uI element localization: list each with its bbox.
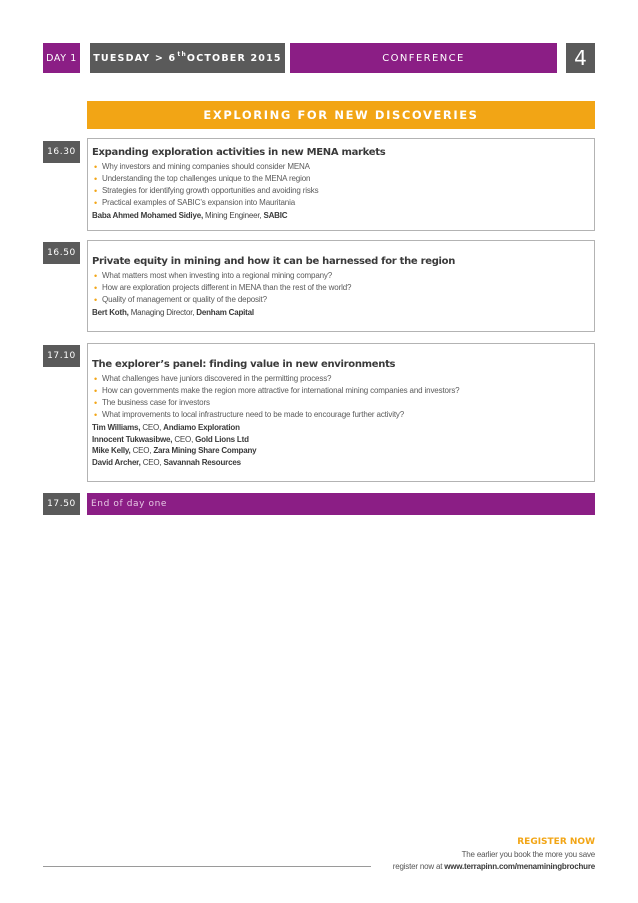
bullet-item: • How are exploration projects different in MENA than the rest of the world?	[92, 282, 594, 294]
end-time: 17.50	[43, 493, 80, 515]
session-time: 16.30	[43, 141, 80, 163]
speaker-name: Bert Koth,	[92, 308, 129, 317]
speaker	[92, 434, 594, 446]
date-prefix: TUESDAY > 6	[93, 52, 177, 64]
footer-rule	[43, 866, 371, 867]
speaker-role: CEO,	[130, 446, 154, 455]
speaker	[92, 210, 594, 222]
session-bullets	[92, 270, 594, 306]
session-box	[87, 138, 595, 231]
section-label: CONFERENCE	[290, 43, 557, 73]
end-of-day-bar: End of day one	[87, 493, 595, 515]
bullet-item: • Understanding the top challenges unique to the MENA region	[92, 173, 594, 185]
speaker-name: Innocent Tukwasibwe,	[92, 434, 173, 444]
session-box	[87, 343, 595, 482]
speaker-company: Denham Capital	[196, 308, 254, 317]
bullet-item: • How can governments make the region more attractive for international mining companies and investors?	[92, 385, 594, 397]
speaker-role: CEO,	[140, 423, 164, 432]
session-title: Private equity in mining and how it can be harnessed for the region	[92, 256, 456, 267]
register-prefix: register now at	[392, 862, 445, 871]
speaker-name: David Archer,	[92, 457, 141, 467]
bullet-item: • Quality of management or quality of the deposit?	[92, 294, 594, 306]
speaker-name: Baba Ahmed Mohamed Sidiye,	[92, 211, 203, 220]
register-url-link[interactable]: www.terrapinn.com/menaminingbrochure	[444, 862, 595, 871]
date-rest: OCTOBER 2015	[186, 52, 282, 64]
bullet-item: • What matters most when investing into a regional mining company?	[92, 270, 594, 282]
speaker	[92, 307, 594, 319]
session-time: 16.50	[43, 242, 80, 264]
speaker	[92, 457, 594, 469]
speaker-company: Gold Lions Ltd	[195, 434, 249, 444]
speaker-role: CEO,	[172, 434, 196, 444]
register-tagline: The earlier you book the more you save	[461, 850, 595, 859]
session-box	[87, 240, 595, 332]
speaker-company: Zara Mining Share Company	[153, 446, 257, 455]
session-bullets	[92, 373, 594, 421]
speaker-company: Savannah Resources	[163, 457, 241, 467]
register-link-line	[393, 862, 595, 871]
speaker-role: Mining Engineer,	[202, 211, 264, 220]
bullet-item: • Strategies for identifying growth opportunities and avoiding risks	[92, 185, 594, 197]
speaker-name: Tim Williams,	[92, 423, 141, 432]
date-suffix: th	[177, 50, 187, 58]
bullet-item: • What challenges have juniors discovered in the permitting process?	[92, 373, 594, 385]
bullet-item: • Practical examples of SABIC’s expansion into Mauritania	[92, 197, 594, 209]
bullet-item: • Why investors and mining companies should consider MENA	[92, 161, 594, 173]
speaker-company: SABIC	[263, 211, 288, 220]
speaker-list	[92, 210, 594, 222]
session-title: The explorer’s panel: finding value in new environments	[92, 359, 396, 370]
day-label: DAY 1	[43, 43, 80, 73]
bullet-item: • The business case for investors	[92, 397, 594, 409]
page-number: 4	[566, 43, 595, 73]
session-bullets	[92, 161, 594, 209]
register-title: REGISTER NOW	[517, 837, 595, 847]
section-banner: EXPLORING FOR NEW DISCOVERIES	[87, 101, 595, 129]
speaker-role: Managing Director,	[128, 308, 197, 317]
speaker-company: Andiamo Exploration	[163, 423, 240, 432]
session-title: Expanding exploration activities in new MENA markets	[92, 147, 386, 158]
speaker-list	[92, 422, 594, 468]
date-label	[90, 43, 285, 73]
speaker-name: Mike Kelly,	[92, 446, 131, 455]
session-time: 17.10	[43, 345, 80, 367]
bullet-item: • What improvements to local infrastructure need to be made to encourage further activity?	[92, 409, 594, 421]
speaker-list	[92, 307, 594, 319]
speaker	[92, 445, 594, 457]
speaker-role: CEO,	[140, 457, 164, 467]
speaker	[92, 422, 594, 434]
